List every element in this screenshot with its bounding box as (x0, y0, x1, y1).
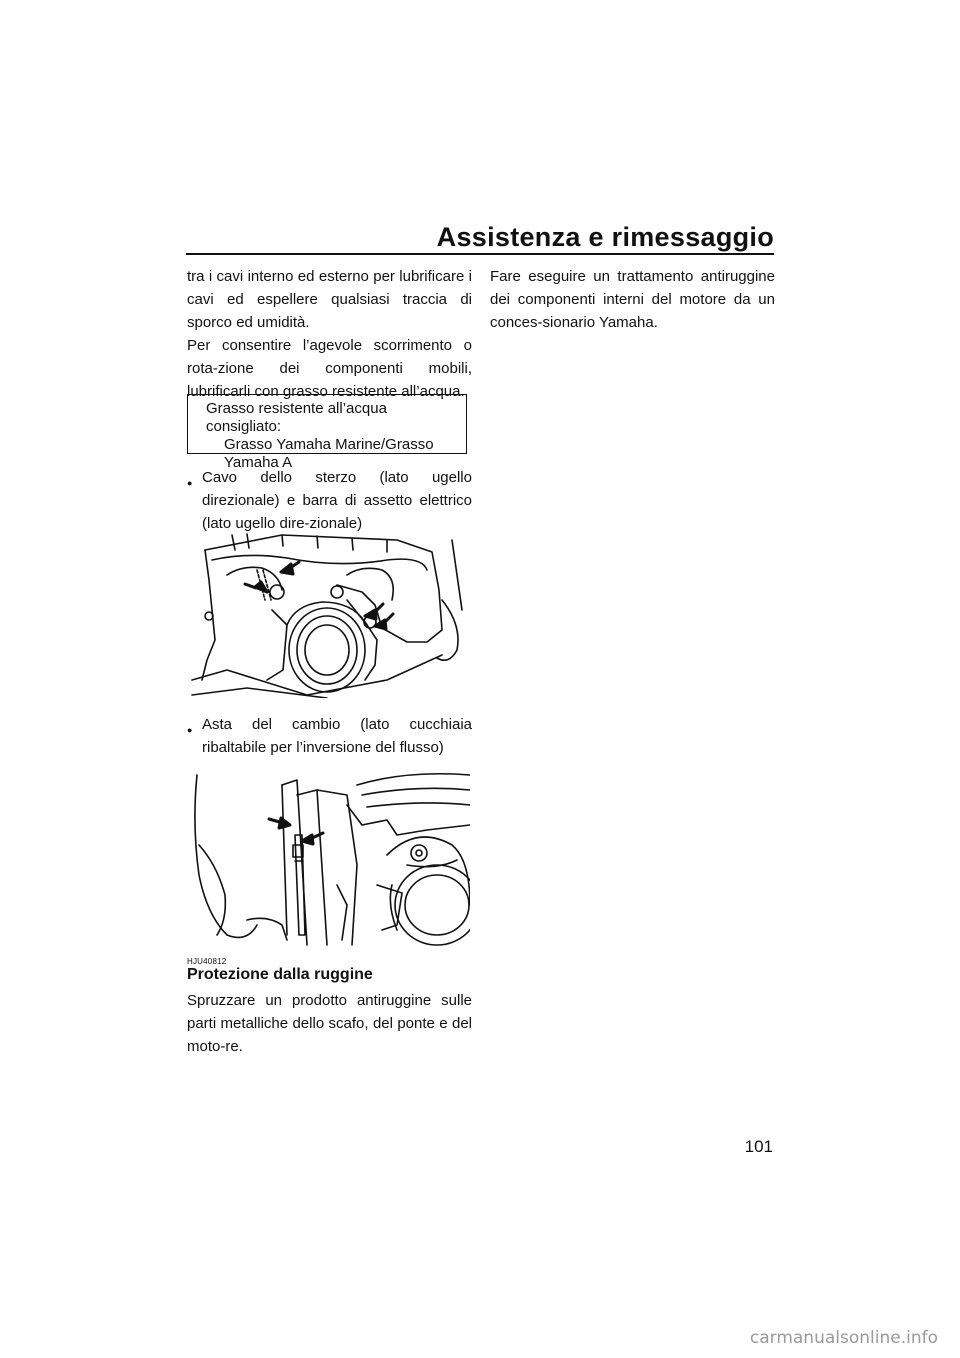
left-column (187, 265, 472, 403)
note-line-3: Yamaha A (224, 454, 293, 471)
figure-shift-rod (187, 765, 470, 950)
paragraph-rust-protection: Spruzzare un prodotto antiruggine sulle parti metalliche dello scafo, del ponte e del moto-re. (187, 992, 472, 1055)
paragraph-moving-parts: Per consentire l’agevole scorrimento o rota-zione dei componenti mobili, lubrificarli con grasso resistente all’acqua. (187, 337, 472, 400)
paragraph-engine-treatment: Fare eseguire un trattamento antiruggine dei componenti interni del motore da un conces-sionario Yamaha. (490, 268, 775, 331)
section-heading: Protezione dalla ruggine (187, 966, 373, 983)
note-line-1: Grasso resistente all’acqua consigliato: (206, 400, 387, 435)
right-column (490, 265, 775, 334)
figure-steering-nozzle (187, 530, 470, 698)
header-rule (186, 253, 774, 255)
paragraph-lubrication-cables: tra i cavi interno ed esterno per lubrificare i cavi ed espellere qualsiasi traccia di sporco ed umidità. (187, 268, 472, 331)
bullet-item-steering-cable (187, 466, 472, 535)
page-header-title: Assistenza e rimessaggio (436, 222, 774, 252)
bullet-text: Cavo dello sterzo (lato ugello direzionale) e barra di assetto elettrico (lato ugello dire-zionale) (202, 469, 472, 532)
page-number: 101 (744, 1137, 773, 1156)
bullet-text: Asta del cambio (lato cucchiaia ribaltabile per l’inversione del flusso) (202, 716, 472, 756)
bullet-item-shift-rod (187, 713, 472, 759)
bullet-dot: ● (187, 478, 193, 488)
watermark: carmanualsonline.info (749, 1328, 938, 1348)
section-code: HJU40812 (187, 957, 227, 966)
section-body (187, 989, 472, 1058)
bullet-dot: ● (187, 725, 193, 735)
note-line-2: Grasso Yamaha Marine/Grasso (224, 436, 434, 453)
recommended-grease-box (187, 394, 467, 471)
